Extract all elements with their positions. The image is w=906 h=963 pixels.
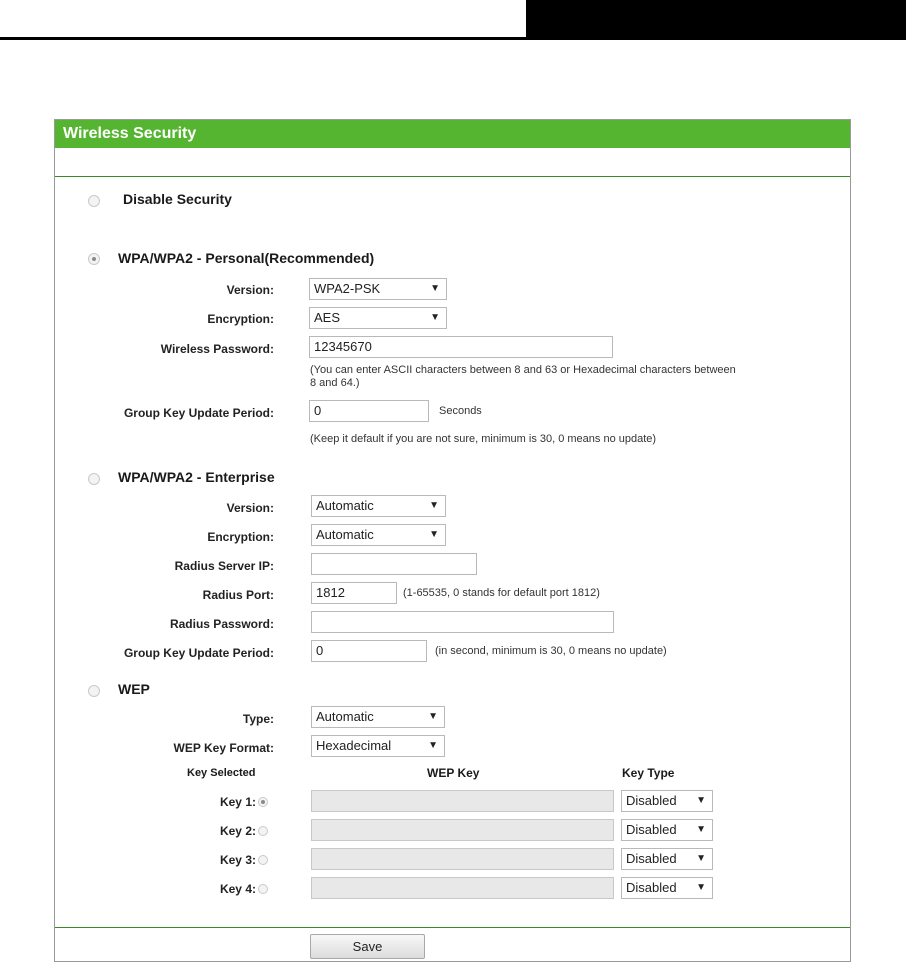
personal-group-key-value: 0 <box>314 403 322 418</box>
wep-type-value: Automatic <box>316 709 374 724</box>
wep-key-2-input[interactable] <box>311 819 614 841</box>
enterprise-version-label: Version: <box>226 501 274 515</box>
wep-key-1-radio[interactable] <box>258 797 268 807</box>
triangle-down-icon: ▼ <box>696 853 706 864</box>
personal-encryption-select[interactable] <box>309 307 447 329</box>
wpa-personal-radio[interactable] <box>88 253 100 265</box>
wep-key-2-type-select[interactable] <box>621 819 713 841</box>
personal-group-key-input[interactable] <box>309 400 429 422</box>
radius-server-ip-input[interactable] <box>311 553 477 575</box>
triangle-down-icon: ▼ <box>696 824 706 835</box>
key-type-header: Key Type <box>622 766 675 780</box>
wep-key-3-type-select[interactable] <box>621 848 713 870</box>
group-key-unit: Seconds <box>439 405 482 417</box>
triangle-down-icon: ▼ <box>696 882 706 893</box>
key-selected-header: Key Selected <box>187 767 256 779</box>
personal-encryption-label: Encryption: <box>207 312 274 326</box>
personal-encryption-value: AES <box>314 310 341 325</box>
wep-title: WEP <box>118 681 150 697</box>
enterprise-encryption-label: Encryption: <box>207 530 274 544</box>
personal-version-label: Version: <box>226 283 274 297</box>
password-hint-line1: (You can enter ASCII characters between 8 and 63 or Hexadecimal characters between <box>310 364 736 376</box>
radius-password-input[interactable] <box>311 611 614 633</box>
wep-key-2-label: Key 2: <box>219 824 256 838</box>
wep-key-1-label: Key 1: <box>219 795 256 809</box>
enterprise-group-key-label: Group Key Update Period: <box>123 646 274 660</box>
wep-key-format-label: WEP Key Format: <box>173 741 274 755</box>
wep-key-3-input[interactable] <box>311 848 614 870</box>
wep-key-format-value: Hexadecimal <box>316 738 392 753</box>
triangle-down-icon: ▼ <box>428 711 438 722</box>
wep-key-1-type-select[interactable] <box>621 790 713 812</box>
wep-radio[interactable] <box>88 685 100 697</box>
document-header-rule <box>0 37 526 40</box>
personal-version-select[interactable] <box>309 278 447 300</box>
personal-version-value: WPA2-PSK <box>314 281 381 296</box>
disable-security-radio[interactable] <box>88 195 100 207</box>
radius-port-hint: (1-65535, 0 stands for default port 1812) <box>403 587 600 599</box>
wep-key-format-select[interactable] <box>311 735 445 757</box>
triangle-down-icon: ▼ <box>429 500 439 511</box>
header-divider <box>55 176 850 177</box>
radius-port-label: Radius Port: <box>202 588 274 602</box>
wep-key-1-type-value: Disabled <box>626 793 677 808</box>
personal-group-key-label: Group Key Update Period: <box>123 406 274 420</box>
radius-server-ip-label: Radius Server IP: <box>174 559 274 573</box>
wep-key-3-label: Key 3: <box>219 853 256 867</box>
radius-password-label: Radius Password: <box>169 617 274 631</box>
triangle-down-icon: ▼ <box>429 529 439 540</box>
radius-port-input[interactable] <box>311 582 397 604</box>
wep-key-1-input[interactable] <box>311 790 614 812</box>
enterprise-encryption-select[interactable] <box>311 524 446 546</box>
wep-key-4-input[interactable] <box>311 877 614 899</box>
wep-type-label: Type: <box>242 712 274 726</box>
wep-key-4-radio[interactable] <box>258 884 268 894</box>
enterprise-group-key-hint: (in second, minimum is 30, 0 means no update) <box>435 645 667 657</box>
wep-key-3-type-value: Disabled <box>626 851 677 866</box>
triangle-down-icon: ▼ <box>696 795 706 806</box>
wep-key-2-radio[interactable] <box>258 826 268 836</box>
wep-key-2-type-value: Disabled <box>626 822 677 837</box>
wep-key-header: WEP Key <box>427 766 480 780</box>
radius-port-value: 1812 <box>316 585 345 600</box>
password-hint-line2: 8 and 64.) <box>310 377 360 389</box>
enterprise-encryption-value: Automatic <box>316 527 374 542</box>
disable-security-label: Disable Security <box>123 191 232 207</box>
wep-key-4-type-value: Disabled <box>626 880 677 895</box>
wep-type-select[interactable] <box>311 706 445 728</box>
wep-key-4-label: Key 4: <box>219 882 256 896</box>
panel-title: Wireless Security <box>55 120 850 148</box>
wpa-personal-title: WPA/WPA2 - Personal(Recommended) <box>118 250 375 266</box>
wireless-password-input[interactable] <box>309 336 613 358</box>
save-button[interactable]: Save <box>310 934 425 959</box>
enterprise-group-key-value: 0 <box>316 643 324 658</box>
wpa-enterprise-radio[interactable] <box>88 473 100 485</box>
document-header-block <box>526 0 906 40</box>
wireless-password-value: 12345670 <box>314 339 372 354</box>
wireless-password-label: Wireless Password: <box>160 342 274 356</box>
triangle-down-icon: ▼ <box>430 283 440 294</box>
wpa-enterprise-title: WPA/WPA2 - Enterprise <box>118 469 275 485</box>
triangle-down-icon: ▼ <box>428 740 438 751</box>
wireless-security-panel <box>54 119 851 962</box>
personal-group-key-hint: (Keep it default if you are not sure, minimum is 30, 0 means no update) <box>310 433 657 445</box>
enterprise-version-value: Automatic <box>316 498 374 513</box>
enterprise-group-key-input[interactable] <box>311 640 427 662</box>
triangle-down-icon: ▼ <box>430 312 440 323</box>
wep-key-3-radio[interactable] <box>258 855 268 865</box>
footer-divider <box>55 927 850 928</box>
wep-key-4-type-select[interactable] <box>621 877 713 899</box>
enterprise-version-select[interactable] <box>311 495 446 517</box>
